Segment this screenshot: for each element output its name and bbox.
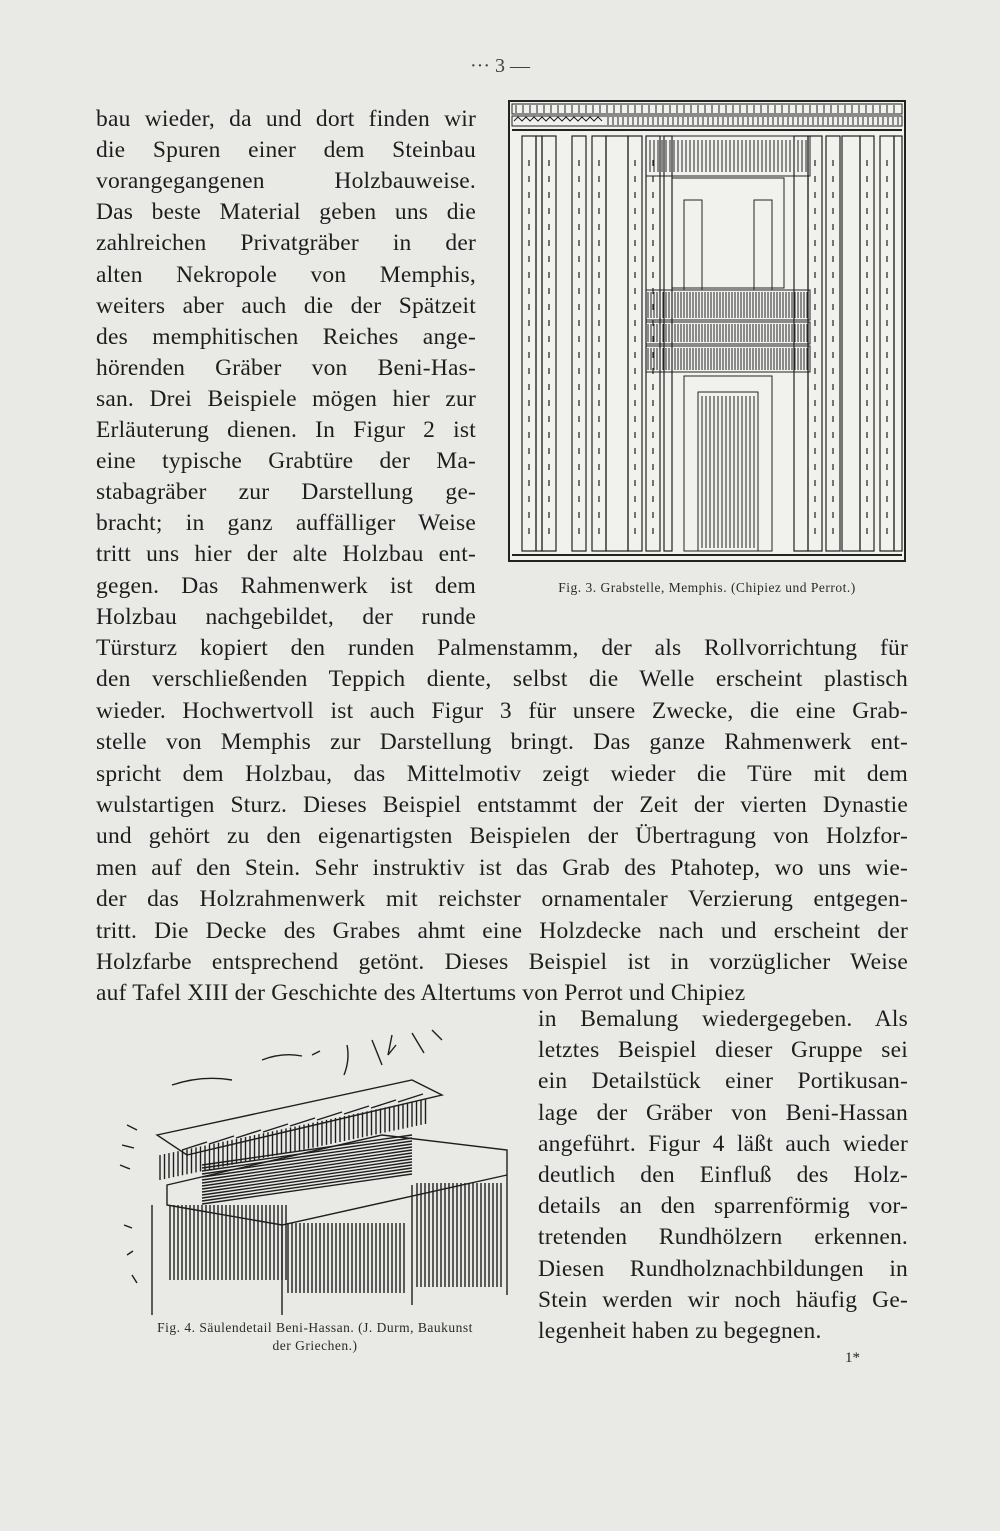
figure-3-grabstelle xyxy=(508,100,906,562)
text-line: Holzbau nachgebildet, der runde xyxy=(96,603,476,630)
text-line: tritt. Die Decke des Grabes ahmt eine Holzdecke nach und erscheint der xyxy=(96,917,908,944)
text-line: gegen. Das Rahmenwerk ist dem xyxy=(96,572,476,599)
text-line: tretenden Rundhölzern erkennen. xyxy=(538,1224,908,1251)
text-line: und gehört zu den eigenartigsten Beispielen der Übertragung von Holzfor- xyxy=(96,823,908,850)
text-line: Türsturz kopiert den runden Palmenstamm, der als Rollvorrichtung für xyxy=(96,635,908,661)
text-line: tritt uns hier der alte Holzbau ent- xyxy=(96,541,476,568)
figure-4-caption-line1: Fig. 4. Säulendetail Beni-Hassan. (J. Durm, Baukunst xyxy=(157,1320,473,1335)
figure-4-caption-line2: der Griechen.) xyxy=(272,1338,358,1353)
figure-4-saulendetail xyxy=(112,1025,522,1315)
text-line: wulstartigen Sturz. Dieses Beispiel entstammt der Zeit der vierten Dynastie xyxy=(96,792,908,818)
text-line: details an den sparrenförmig vor- xyxy=(538,1193,908,1220)
text-line: wieder. Hochwertvoll ist auch Figur 3 für unsere Zwecke, die eine Grab- xyxy=(96,697,908,724)
text-line: legenheit haben zu begegnen. xyxy=(538,1318,822,1344)
text-line: des memphitischen Reiches ange- xyxy=(96,323,476,350)
text-line: auf Tafel XIII der Geschichte des Altertums von Perrot und Chipiez xyxy=(96,980,746,1007)
text-line: Das beste Material geben uns die xyxy=(96,199,476,226)
text-line: Erläuterung dienen. In Figur 2 ist xyxy=(96,417,476,443)
text-line: Holzfarbe entsprechend getönt. Dieses Beispiel ist in vorzüglicher Weise xyxy=(96,949,908,975)
text-line: deutlich den Einfluß des Holz- xyxy=(538,1162,908,1188)
text-line: die Spuren einer dem Steinbau xyxy=(96,137,476,164)
text-line: hörenden Gräber von Beni-Has- xyxy=(96,354,476,381)
text-line: stabagräber zur Darstellung ge- xyxy=(96,479,476,506)
text-line: stelle von Memphis zur Darstellung bringt. Das ganze Rahmenwerk ent- xyxy=(96,729,908,756)
sheet-signature: 1* xyxy=(845,1350,860,1366)
text-line: lage der Gräber von Beni-Hassan xyxy=(538,1099,908,1126)
text-line: weiters aber auch die der Spätzeit xyxy=(96,292,476,319)
text-line: bracht; in ganz auffälliger Weise xyxy=(96,510,476,537)
figure-3-caption: Fig. 3. Grabstelle, Memphis. (Chipiez und Perrot.) xyxy=(558,580,856,595)
text-line: bau wieder, da und dort finden wir xyxy=(96,106,476,132)
text-line: den verschließenden Teppich diente, selbst die Welle erscheint plastisch xyxy=(96,666,908,693)
text-line: letztes Beispiel dieser Gruppe sei xyxy=(538,1037,908,1064)
text-line: der das Holzrahmenwerk mit reichster ornamentaler Verzierung entgegen- xyxy=(96,886,908,913)
text-line: vorangegangenen Holzbauweise. xyxy=(96,168,476,195)
text-line: san. Drei Beispiele mögen hier zur xyxy=(96,385,476,412)
text-line: eine typische Grabtüre der Ma- xyxy=(96,448,476,475)
text-line: ein Detailstück einer Portikusan- xyxy=(538,1068,908,1095)
text-line: Diesen Rundholznachbildungen in xyxy=(538,1255,908,1282)
text-line: spricht dem Holzbau, das Mittelmotiv zeigt wieder die Türe mit dem xyxy=(96,760,908,787)
text-line: angeführt. Figur 4 läßt auch wieder xyxy=(538,1130,908,1157)
text-line: zahlreichen Privatgräber in der xyxy=(96,230,476,257)
text-line: Stein werden wir noch häufig Ge- xyxy=(538,1286,908,1313)
text-line: men auf den Stein. Sehr instruktiv ist das Grab des Ptahotep, wo uns wie- xyxy=(96,854,908,881)
text-line: alten Nekropole von Memphis, xyxy=(96,261,476,288)
text-line: in Bemalung wiedergegeben. Als xyxy=(538,1006,908,1032)
page-number: ··· 3 — xyxy=(470,55,530,77)
